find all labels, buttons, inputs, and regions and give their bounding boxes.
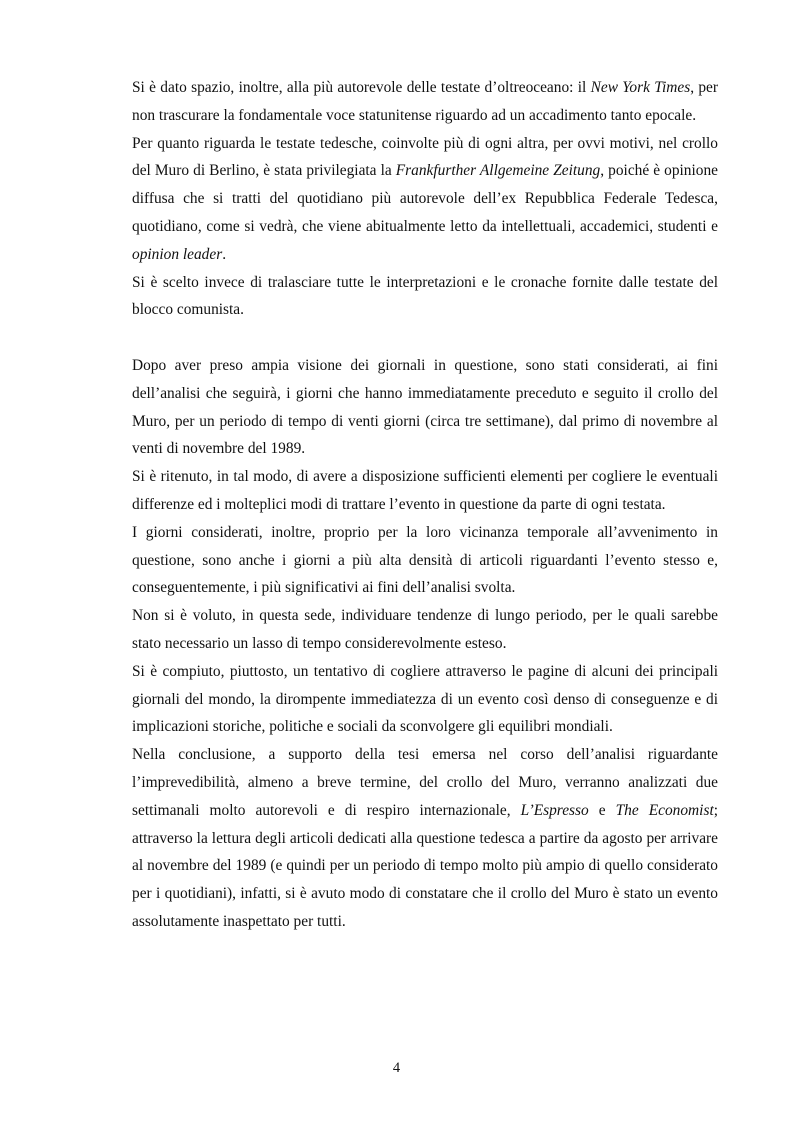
text-run: Nella conclusione, a supporto della tesi emersa nel corso dell’analisi riguardante l’imprevedibilità, almeno a breve termine, del crollo del Muro, verranno analizzati due settimanali molto autorevoli e di respiro internazionale, (132, 746, 718, 819)
text-run: ; attraverso la lettura degli articoli dedicati alla questione tedesca a partire da agosto per arrivare al novembre del 1989 (e quindi per un periodo di tempo molto più ampio di quello considerato per i quotidiani), infatti, si è avuto modo di constatare che il crollo del Muro è stato un evento assolutamente inaspettato per tutti. (132, 801, 718, 930)
text-run: Dopo aver preso ampia visione dei giornali in questione, sono stati considerati, ai fini dell’analisi che seguirà, i giorni che hanno immediatamente preceduto e seguito il crollo del Muro, per un periodo di tempo di venti giorni (circa tre settimane), dal primo di novembre al venti di novembre del 1989. (132, 356, 718, 458)
italic-text-run: New York Times (590, 79, 691, 96)
paragraph (132, 519, 718, 602)
italic-text-run: opinion leader (132, 245, 223, 263)
text-run: , per non trascurare la fondamentale voce statunitense riguardo ad un accadimento tanto epocale. (132, 79, 719, 124)
document-body (132, 74, 718, 936)
paragraph (132, 658, 718, 741)
text-run: Si è dato spazio, inoltre, alla più autorevole delle testate d’oltreoceano: il (132, 79, 591, 96)
text-run: Si è compiuto, piuttosto, un tentativo di cogliere attraverso le pagine di alcuni dei principali giornali del mondo, la dirompente immediatezza di un evento così denso di conseguenze e di implicazioni storiche, politiche e sociali da sconvolgere gli equilibri mondiali. (132, 662, 718, 736)
text-run: Non si è voluto, in questa sede, individuare tendenze di lungo periodo, per le quali sarebbe stato necessario un lasso di tempo considerevolmente esteso. (132, 607, 718, 652)
italic-text-run: L’Espresso (520, 801, 589, 819)
text-run: , poiché è opinione diffusa che si tratti del quotidiano più autorevole dell’ex Repubblica Federale Tedesca, quotidiano, come si vedrà, che viene abitualmente letto da intellettuali, accademici, studenti e (132, 162, 718, 235)
text-run: e (588, 801, 616, 819)
paragraph (132, 602, 718, 658)
text-run: Per quanto riguarda le testate tedesche, coinvolte più di ogni altra, per ovvi motivi, nel crollo del Muro di Berlino, è stata privilegiata la (132, 134, 718, 180)
text-run: I giorni considerati, inoltre, proprio per la loro vicinanza temporale all’avvenimento in questione, sono anche i giorni a più alta densità di articoli riguardanti l’evento stesso e, conseguentemente, i più significativi ai fini dell’analisi svolta. (132, 523, 718, 597)
paragraph (132, 74, 718, 130)
italic-text-run: The Economist (615, 801, 714, 819)
text-run: . (222, 245, 227, 263)
text-run: Si è ritenuto, in tal modo, di avere a disposizione sufficienti elementi per cogliere le eventuali differenze ed i molteplici modi di trattare l’evento in questione da parte di ogni testata. (132, 468, 718, 513)
paragraph (132, 130, 718, 269)
paragraph (132, 741, 718, 936)
paragraph (132, 269, 718, 325)
paragraph (132, 352, 718, 463)
text-run: Si è scelto invece di tralasciare tutte le interpretazioni e le cronache fornite dalle testate del blocco comunista. (132, 273, 718, 319)
page-number: 4 (392, 1060, 401, 1076)
italic-text-run: Frankfurther Allgemeine Zeitung (395, 162, 601, 180)
paragraph (132, 463, 718, 519)
